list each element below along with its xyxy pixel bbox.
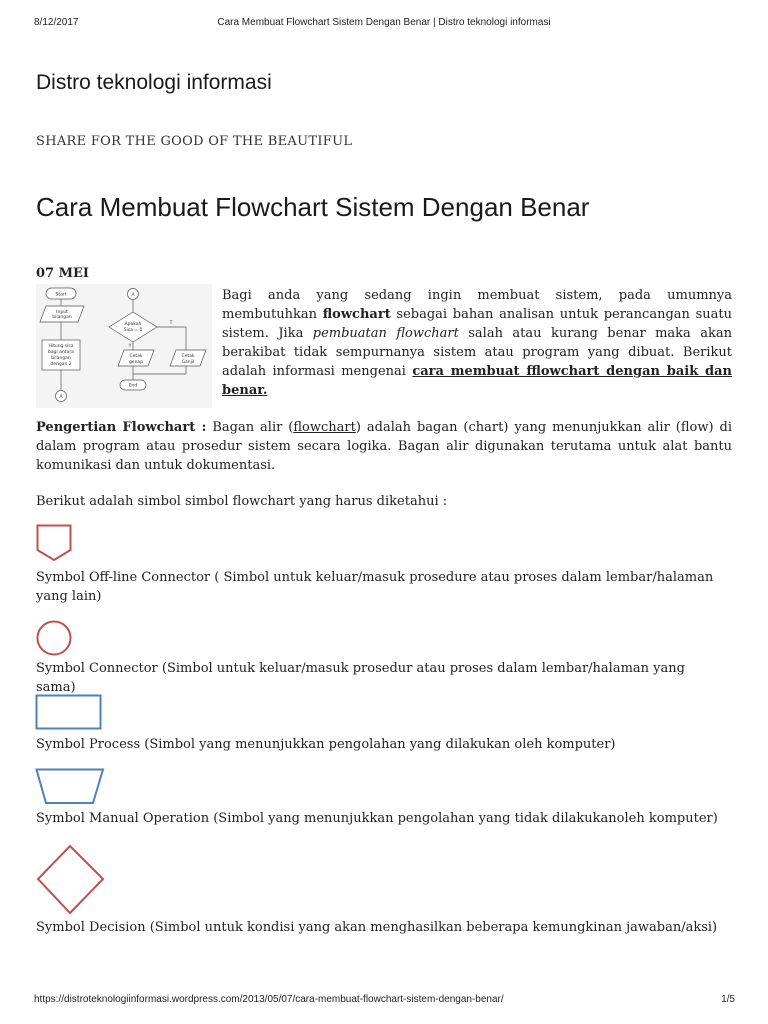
offline-connector-icon (36, 524, 72, 562)
post-date: 07 MEI (36, 266, 89, 281)
svg-text:Cetak: Cetak (129, 354, 143, 359)
process-shape (37, 696, 101, 729)
svg-text:A: A (131, 293, 135, 298)
svg-text:Y: Y (128, 344, 132, 349)
svg-text:A: A (59, 395, 63, 400)
print-date: 8/12/2017 (34, 17, 79, 28)
print-page-number: 1/5 (721, 994, 735, 1005)
offline-connector-shape (38, 526, 71, 561)
svg-text:Ganjil: Ganjil (181, 360, 195, 365)
svg-text:Sisa = 0: Sisa = 0 (123, 328, 143, 333)
symbols-intro: Berikut adalah simbol simbol flowchart yang harus diketahui : (36, 494, 448, 509)
blog-tagline: SHARE FOR THE GOOD OF THE BEAUTIFUL (36, 134, 353, 149)
bold-flowchart: flowchart (322, 307, 391, 322)
svg-text:Hitung sisa: Hitung sisa (48, 344, 74, 349)
svg-text:T: T (169, 321, 173, 326)
manual-operation-shape (37, 770, 104, 804)
symbol-decision-label: Symbol Decision (Simbol untuk kondisi yang akan menghasilkan beberapa kemungkinan jawaban/aksi) (36, 920, 718, 935)
svg-text:bagi antara: bagi antara (48, 350, 74, 355)
svg-text:genap: genap (128, 360, 144, 365)
decision-icon (36, 844, 106, 916)
svg-text:dengan 2: dengan 2 (50, 362, 72, 367)
print-url: https://distroteknologiinformasi.wordpress.com/2013/05/07/cara-membuat-flowchart-sistem-dengan-benar/ (34, 994, 504, 1005)
symbol-process-label: Symbol Process (Simbol yang menunjukkan pengolahan yang dilakukan oleh komputer) (36, 737, 616, 752)
svg-text:End: End (128, 383, 138, 389)
blog-title-link[interactable]: Distro teknologi informasi (36, 71, 272, 94)
decision-shape (38, 846, 103, 913)
symbol-offline-connector-label: Symbol Off-line Connector ( Simbol untuk keluar/masuk prosedure atau proses dalam lembar/halaman yang lain) (36, 570, 714, 604)
svg-text:bilangan: bilangan (52, 315, 72, 320)
thumb-decision-diamond (109, 312, 157, 342)
thumb-input-label: Input (56, 310, 68, 315)
manual-operation-icon (35, 768, 105, 806)
svg-text:Apakah: Apakah (124, 322, 142, 327)
flowchart-link[interactable]: flowchart (293, 420, 356, 435)
svg-text:bilangan: bilangan (51, 356, 71, 361)
svg-text:Cetak: Cetak (181, 354, 195, 359)
connector-shape (38, 622, 71, 655)
italic-phrase: pembuatan flowchart (312, 326, 459, 341)
print-title: Cara Membuat Flowchart Sistem Dengan Benar | Distro teknologi informasi (217, 17, 551, 28)
post-title: Cara Membuat Flowchart Sistem Dengan Benar (36, 192, 590, 222)
symbol-connector-label: Symbol Connector (Simbol untuk keluar/masuk prosedur atau proses dalam lembar/halaman yang sama) (36, 661, 685, 695)
definition-label: Pengertian Flowchart : (36, 420, 207, 435)
definition-paragraph: Pengertian Flowchart : Bagan alir (flowchart) adalah bagan (chart) yang menunjukkan alir (flow) di dalam program atau prosedur sistem secara logika. Bagan alir digunakan terutama untuk alat bantu komunikasi dan untuk dokumentasi. (36, 420, 732, 473)
svg-text:Start: Start (55, 292, 67, 298)
flowchart-thumbnail-image (36, 284, 212, 408)
process-icon (35, 694, 103, 732)
connector-icon (36, 620, 74, 658)
flowchart-guide-link[interactable]: cara membuat fflowchart dengan baik dan benar. (222, 364, 732, 398)
symbol-manual-operation-label: Symbol Manual Operation (Simbol yang menunjukkan pengolahan yang tidak dilakukanoleh komputer) (36, 811, 718, 826)
intro-paragraph: Bagi anda yang sedang ingin membuat sistem, pada umumnya membutuhkan flowchart sebagai bahan analisan untuk perancangan suatu sistem. Jika pembuatan flowchart salah atau kurang benar maka akan berakibat tidak sempurnanya sistem atau program yang dibuat. Berikut adalah informasi mengenai cara membuat fflowchart dengan baik dan benar. (222, 288, 732, 398)
